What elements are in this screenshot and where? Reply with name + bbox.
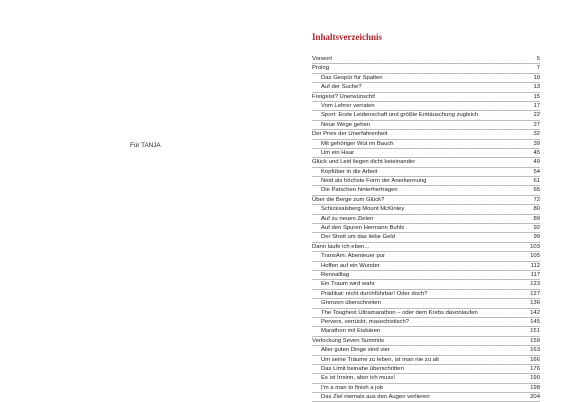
toc-subentry[interactable] <box>312 111 540 120</box>
toc-leader-dots <box>331 64 528 72</box>
toc-entry-label: Ein Traum wird wahr <box>321 281 375 288</box>
toc-entry-label: Das Ziel niemals aus den Augen verlieren <box>321 394 430 401</box>
toc-entry-label: TransAm: Abenteuer pur <box>321 253 385 260</box>
toc-entry-page: 7 <box>536 65 540 72</box>
toc-leader-dots <box>379 168 528 176</box>
toc-entry-label: Auf den Spuren Hermann Buhls <box>321 225 405 232</box>
toc-entry-page: 27 <box>533 121 540 128</box>
toc-subentry[interactable] <box>312 309 540 318</box>
toc-subentry[interactable] <box>312 327 540 336</box>
toc-entry-page: 151 <box>530 328 540 335</box>
toc-subentry[interactable] <box>312 252 540 261</box>
toc-leader-dots <box>411 318 528 326</box>
toc-entry-page: 159 <box>530 337 540 344</box>
toc-leader-dots <box>378 93 528 101</box>
toc-entry-page: 17 <box>533 102 540 109</box>
toc-entry[interactable] <box>312 196 540 205</box>
toc-leader-dots <box>385 384 528 392</box>
toc-entry-page: 176 <box>530 365 540 372</box>
toc-subentry[interactable] <box>312 356 540 365</box>
toc-subentry[interactable] <box>312 365 540 374</box>
toc-subentry[interactable] <box>312 83 540 92</box>
toc-subentry[interactable] <box>312 384 540 393</box>
toc-leader-dots <box>441 356 528 364</box>
toc-title: Inhaltsverzeichnis <box>312 32 383 42</box>
toc-entry-label: Die Patschen hinterhertragen <box>321 187 398 194</box>
toc-entry-page: 13 <box>533 84 540 91</box>
toc-entry-page: 142 <box>530 309 540 316</box>
toc-leader-dots <box>375 215 528 223</box>
toc-subentry[interactable] <box>312 393 540 402</box>
toc-subentry[interactable] <box>312 280 540 289</box>
toc-leader-dots <box>334 55 528 63</box>
toc-leader-dots <box>429 290 528 298</box>
toc-entry-page: 22 <box>533 112 540 119</box>
toc-entry[interactable] <box>312 93 540 102</box>
toc-entry[interactable] <box>312 337 540 346</box>
toc-subentry[interactable] <box>312 233 540 242</box>
toc-subentry[interactable] <box>312 140 540 149</box>
toc-list <box>312 55 540 402</box>
toc-entry-page: 112 <box>530 262 540 269</box>
toc-entry-label: Der Preis der Unerfahrenheit <box>312 131 388 138</box>
toc-leader-dots <box>397 374 528 382</box>
toc-subentry[interactable] <box>312 262 540 271</box>
toc-leader-dots <box>432 393 528 401</box>
toc-leader-dots <box>480 309 528 317</box>
toc-entry-page: 92 <box>533 225 540 232</box>
toc-entry-page: 136 <box>530 300 540 307</box>
toc-entry-page: 103 <box>530 243 540 250</box>
toc-entry-label: Glück und Leid liegen dicht beieinander <box>312 159 416 166</box>
toc-entry-label: Der Streit um das liebe Geld <box>321 234 395 241</box>
toc-entry-page: 54 <box>533 168 540 175</box>
toc-entry-page: 61 <box>533 178 540 185</box>
toc-entry-label: Um ein Haar <box>321 149 355 156</box>
toc-entry-page: 123 <box>530 281 540 288</box>
toc-leader-dots <box>389 130 528 138</box>
toc-leader-dots <box>385 74 528 82</box>
toc-entry-label: Vorwort <box>312 56 332 62</box>
toc-subentry[interactable] <box>312 74 540 83</box>
toc-subentry[interactable] <box>312 290 540 299</box>
toc-entry-page: 163 <box>530 347 540 354</box>
toc-leader-dots <box>392 346 528 354</box>
toc-entry-label: Pervers, verrückt, masochistisch? <box>321 318 410 325</box>
toc-entry[interactable] <box>312 64 540 73</box>
toc-leader-dots <box>397 233 528 241</box>
toc-leader-dots <box>371 243 528 251</box>
toc-entry-label: Prädikat: nicht durchführbar! Oder doch? <box>321 290 428 297</box>
toc-entry-page: 80 <box>533 206 540 213</box>
toc-leader-dots <box>396 140 528 148</box>
toc-leader-dots <box>372 121 528 129</box>
toc-entry-page: 72 <box>533 196 540 203</box>
toc-leader-dots <box>364 83 528 91</box>
toc-entry-page: 65 <box>533 187 540 194</box>
toc-leader-dots <box>406 224 528 232</box>
toc-entry-page: 190 <box>530 375 540 382</box>
toc-entry-page: 10 <box>533 74 540 81</box>
toc-entry-label: Verlockung Seven Summits <box>312 337 385 344</box>
toc-entry-label: Prolog <box>312 65 330 72</box>
toc-subentry[interactable] <box>312 299 540 308</box>
toc-entry-page: 204 <box>530 394 540 401</box>
toc-entry-label: Schicksalsberg Mount McKinley <box>321 206 405 213</box>
toc-entry[interactable] <box>312 158 540 167</box>
toc-entry-page: 32 <box>533 131 540 138</box>
toc-entry-page: 105 <box>530 253 540 260</box>
toc-subentry[interactable] <box>312 149 540 158</box>
toc-entry-label: Mit gehöriger Wut im Bauch <box>321 140 394 147</box>
toc-subentry[interactable] <box>312 318 540 327</box>
toc-entry[interactable] <box>312 130 540 139</box>
toc-leader-dots <box>406 365 528 373</box>
toc-subentry[interactable] <box>312 168 540 177</box>
toc-entry-label: Dann laufe ich eben... <box>312 243 370 250</box>
toc-entry-label: Sport: Erste Leidenschaft und größte Enttäuschung zugleich <box>321 112 479 119</box>
toc-leader-dots <box>406 205 528 213</box>
toc-entry-label: Über die Berge zum Glück? <box>312 196 385 203</box>
toc-entry-label: Auf zu neuen Zielen <box>321 215 374 222</box>
toc-entry-page: 5 <box>536 56 540 62</box>
toc-entry-label: Hoffen auf ein Wunder <box>321 262 380 269</box>
toc-entry-page: 39 <box>533 140 540 147</box>
toc-entry-page: 198 <box>530 384 540 391</box>
toc-entry-label: Es ist Irrsinn, aber ich muss! <box>321 375 395 382</box>
toc-leader-dots <box>400 186 528 194</box>
toc-leader-dots <box>382 262 528 270</box>
toc-entry-label: Freigeist? Unerwünscht! <box>312 93 376 100</box>
toc-subentry[interactable] <box>312 215 540 224</box>
toc-leader-dots <box>386 196 528 204</box>
dedication-text: Für TANJA <box>130 142 161 149</box>
table-of-contents <box>312 32 540 402</box>
toc-entry-label: Kopfüber in die Arbeit <box>321 168 378 175</box>
toc-entry-label: The Toughest Ultramarathon – oder dem Krebs davonlaufen <box>321 309 478 316</box>
toc-entry-label: Neid als höchste Form der Anerkennung <box>321 178 427 185</box>
toc-entry-label: Aller guten Dinge sind vier <box>321 347 390 354</box>
toc-leader-dots <box>386 337 528 345</box>
toc-entry-label: Rennalltag <box>321 271 350 278</box>
toc-leader-dots <box>480 111 528 119</box>
toc-leader-dots <box>387 252 528 260</box>
toc-leader-dots <box>382 327 528 335</box>
toc-subentry[interactable] <box>312 121 540 130</box>
toc-entry-label: Um seine Träume zu leben, ist man nie zu alt <box>321 356 439 363</box>
toc-entry-label: Auf der Suche? <box>321 84 362 91</box>
toc-leader-dots <box>356 149 528 157</box>
toc-entry-label: Neue Wege gehen <box>321 121 371 128</box>
toc-entry-page: 45 <box>533 149 540 156</box>
toc-entry-page: 166 <box>530 356 540 363</box>
toc-subentry[interactable] <box>312 374 540 383</box>
toc-leader-dots <box>351 271 528 279</box>
toc-entry-label: Grenzen überschreiten <box>321 300 381 307</box>
toc-subentry[interactable] <box>312 346 540 355</box>
toc-subentry[interactable] <box>312 271 540 280</box>
toc-subentry[interactable] <box>312 177 540 186</box>
toc-subentry[interactable] <box>312 224 540 233</box>
toc-entry-label: I'm a man to finish a job <box>321 384 384 391</box>
toc-entry-page: 89 <box>533 215 540 222</box>
toc-subentry[interactable] <box>312 186 540 195</box>
toc-subentry[interactable] <box>312 102 540 111</box>
toc-leader-dots <box>377 280 528 288</box>
toc-entry-page: 145 <box>530 318 540 325</box>
toc-subentry[interactable] <box>312 205 540 214</box>
toc-entry-label: Das Limit beinahe überschritten <box>321 365 404 372</box>
toc-entry-label: Marathon mit Eisbären <box>321 328 381 335</box>
toc-leader-dots <box>428 177 528 185</box>
toc-entry-page: 127 <box>530 290 540 297</box>
toc-entry[interactable] <box>312 243 540 252</box>
toc-entry-page: 117 <box>530 271 540 278</box>
toc-entry-label: Vom Lehrer verraten <box>321 102 375 109</box>
toc-leader-dots <box>383 299 528 307</box>
toc-entry-page: 99 <box>533 234 540 241</box>
toc-leader-dots <box>377 102 528 110</box>
toc-entry-page: 15 <box>533 93 540 100</box>
toc-leader-dots <box>417 158 528 166</box>
toc-entry[interactable] <box>312 55 540 64</box>
toc-entry-page: 49 <box>533 159 540 166</box>
toc-entry-label: Das Gespür für Spalten <box>321 74 383 81</box>
